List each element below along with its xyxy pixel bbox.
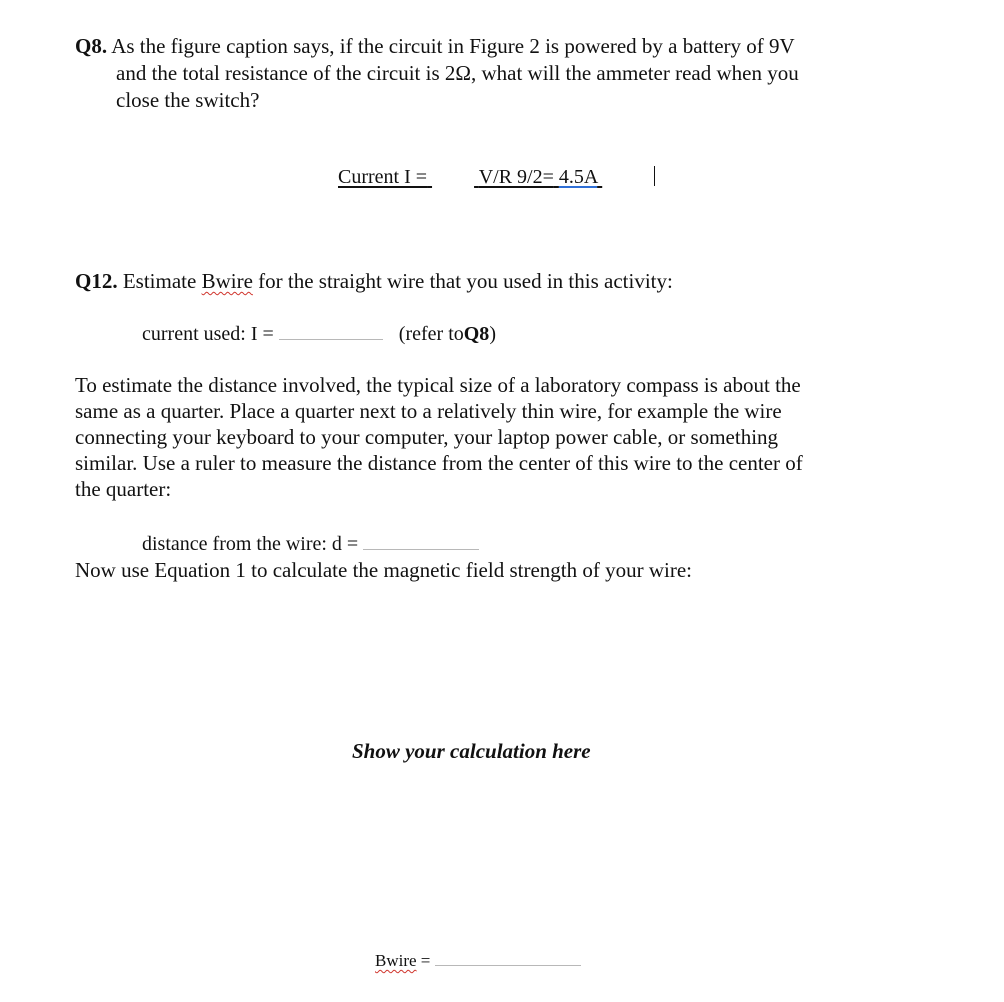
q8-question-line-2: and the total resistance of the circuit is 2Ω, what will the ammeter read when you — [116, 61, 799, 85]
text-cursor — [654, 166, 655, 186]
q8-text-1: As the figure caption says, if the circuit in Figure 2 is powered by a battery of 9V — [111, 34, 795, 58]
q12-title-suffix: for the straight wire that you used in this activity: — [258, 269, 673, 293]
q8-answer-field[interactable] — [338, 164, 655, 190]
equation-instruction: Now use Equation 1 to calculate the magnetic field strength of your wire: — [75, 558, 692, 582]
q12-number: Q12. — [75, 269, 118, 293]
refer-prefix: (refer to — [398, 323, 464, 345]
q8-question-line-3: close the switch? — [116, 88, 260, 112]
paragraph-line-4: similar. Use a ruler to measure the distance from the center of this wire to the center of — [75, 451, 803, 475]
bwire-label: Bwire — [375, 951, 417, 970]
distance-row — [142, 531, 479, 557]
paragraph-line-5: the quarter: — [75, 477, 172, 501]
bwire-input[interactable] — [435, 949, 581, 966]
calculation-prompt: Show your calculation here — [352, 739, 591, 763]
paragraph-line-3: connecting your keyboard to your computer, your laptop power cable, or something — [75, 425, 779, 449]
refer-q8: Q8 — [463, 323, 490, 345]
distance-label: distance from the wire: d = — [142, 533, 359, 555]
current-used-row — [142, 321, 496, 347]
q8-number: Q8. — [75, 34, 108, 58]
refer-suffix: ) — [489, 323, 496, 345]
q8-answer-value: 4.5A — [558, 166, 598, 188]
q12-title — [75, 268, 673, 294]
q8-answer-formula: V/R 9/2= — [478, 166, 554, 188]
q12-title-prefix: Estimate — [122, 269, 197, 293]
current-used-input[interactable] — [279, 321, 383, 340]
q12-title-var: Bwire — [201, 269, 253, 293]
paragraph-line-1: To estimate the distance involved, the typical size of a laboratory compass is about the — [75, 373, 801, 397]
distance-input[interactable] — [363, 531, 479, 550]
bwire-equals: = — [420, 951, 431, 970]
bwire-row — [375, 949, 581, 972]
current-used-label: current used: I = — [142, 323, 274, 345]
q8-answer-label: Current I = — [338, 166, 428, 188]
paragraph-line-2: same as a quarter. Place a quarter next to a relatively thin wire, for example the wire — [75, 399, 782, 423]
q8-question-line-1 — [75, 33, 795, 59]
